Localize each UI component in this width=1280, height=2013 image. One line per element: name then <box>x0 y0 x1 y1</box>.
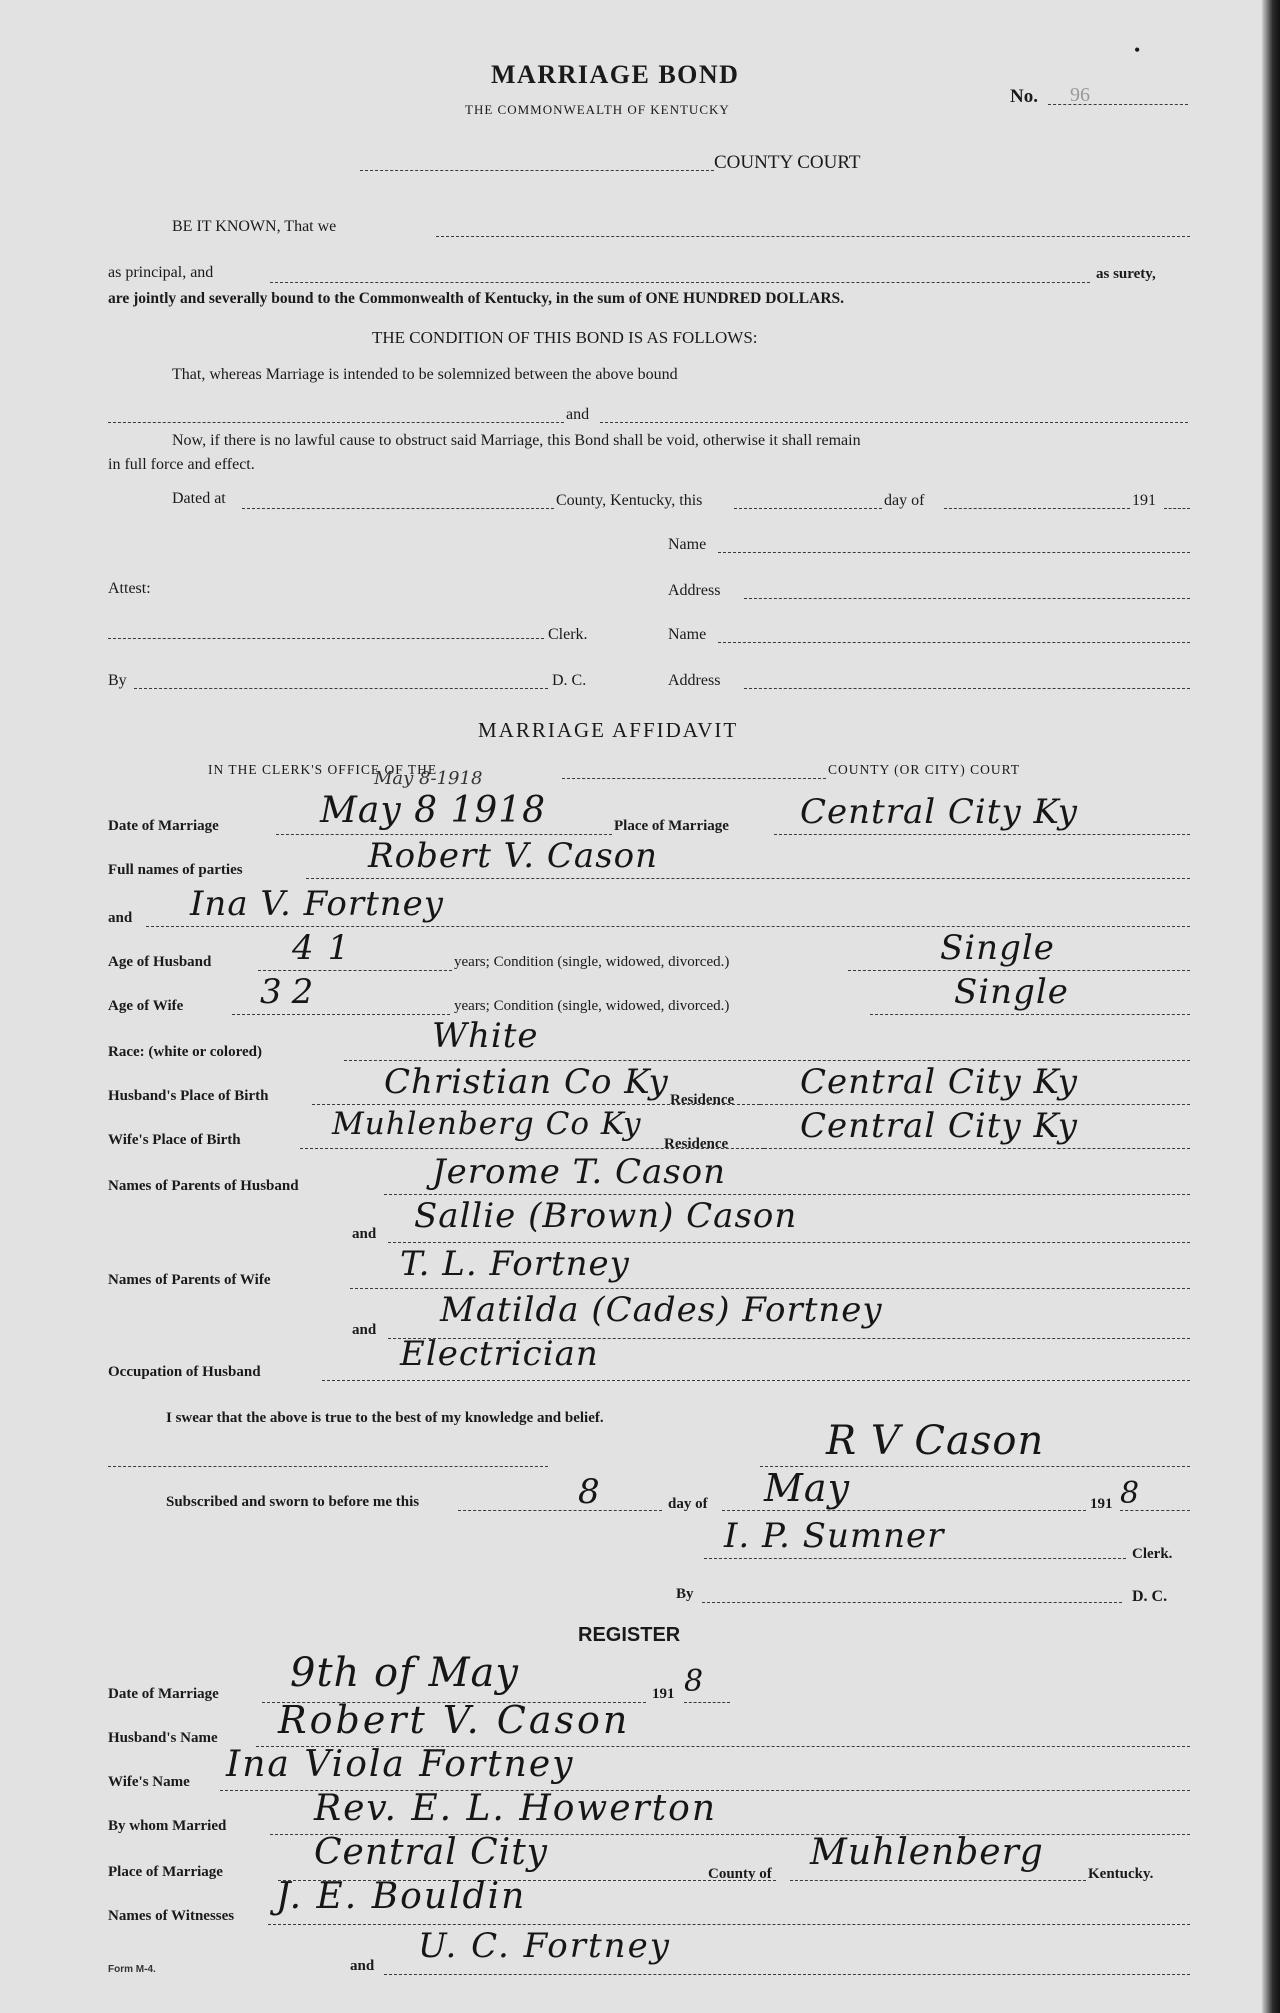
race-line <box>344 1060 1190 1061</box>
attest-label: Attest: <box>108 580 151 597</box>
bond-number-value: 96 <box>1070 84 1090 106</box>
corner-mark: • <box>1134 40 1141 60</box>
register-and-label: and <box>350 1958 375 1974</box>
bond-subtitle: THE COMMONWEALTH OF KENTUCKY <box>465 102 730 117</box>
years-condition-1: years; Condition (single, widowed, divorced.) <box>454 954 730 970</box>
year-191: 191 <box>1132 492 1156 509</box>
register-year-digit: 8 <box>684 1664 705 1699</box>
swear-text: I swear that the above is true to the best of my knowledge and belief. <box>166 1410 604 1426</box>
by-label: By <box>108 672 127 689</box>
years-condition-2: years; Condition (single, widowed, divorced.) <box>454 998 730 1014</box>
bound-text: are jointly and severally bound to the Commonwealth of Kentucky, in the sum of ONE HUNDRED DOLLARS. <box>108 290 845 307</box>
affiant-signature: R V Cason <box>826 1418 1045 1464</box>
age-husband-line <box>258 970 452 971</box>
husband-name-value: Robert V. Cason <box>368 836 659 876</box>
father-wife-value: T. L. Fortney <box>400 1244 630 1284</box>
sworn-day-value: 8 <box>578 1472 601 1512</box>
residence-label-1: Residence <box>670 1092 735 1108</box>
register-place-value: Central City <box>314 1832 548 1873</box>
clerk-signature: I. P. Sumner <box>724 1516 945 1556</box>
bond-title: MARRIAGE BOND <box>491 60 740 89</box>
husband-residence-value: Central City Ky <box>800 1062 1078 1102</box>
sworn-month-value: May <box>764 1466 851 1510</box>
party2-line <box>600 422 1188 423</box>
register-title: REGISTER <box>578 1624 681 1646</box>
wife-residence-line <box>764 1148 1190 1149</box>
condition-husband-value: Single <box>940 928 1055 968</box>
register-witness2-line <box>384 1974 1190 1975</box>
name-line-1 <box>718 552 1190 553</box>
clerk-sign-line <box>108 638 544 639</box>
age-wife-line <box>232 1014 450 1015</box>
office-suffix: COUNTY (OR CITY) COURT <box>828 762 1021 777</box>
wife-birth-label: Wife's Place of Birth <box>108 1132 241 1148</box>
father-husband-line <box>384 1194 1190 1195</box>
register-witness2-value: U. C. Fortney <box>418 1926 671 1966</box>
address-label-2: Address <box>668 672 721 689</box>
as-principal: as principal, and <box>108 264 214 281</box>
wife-name-value: Ina V. Fortney <box>190 884 444 924</box>
register-witness1-line <box>268 1924 1190 1925</box>
condition-husband-line <box>848 970 1190 971</box>
affidavit-by-line <box>702 1602 1122 1603</box>
register-county-line <box>790 1880 1086 1881</box>
sworn-year-label: 191 <box>1090 1496 1113 1512</box>
name-line-2 <box>718 642 1190 643</box>
office-prefix: IN THE CLERK'S OFFICE OF THE <box>208 762 438 777</box>
age-husband-label: Age of Husband <box>108 954 212 970</box>
address-line-1 <box>744 598 1190 599</box>
name-label-1: Name <box>668 536 707 553</box>
occupation-label: Occupation of Husband <box>108 1364 261 1380</box>
subscribed-label: Subscribed and sworn to before me this <box>166 1494 420 1510</box>
age-wife-label: Age of Wife <box>108 998 184 1014</box>
register-year-label: 191 <box>652 1686 675 1702</box>
name-label-2: Name <box>668 626 707 643</box>
full-names-line <box>306 878 1190 879</box>
mother-husband-line <box>388 1242 1190 1243</box>
date-of-marriage-line <box>276 834 612 835</box>
address-label-1: Address <box>668 582 721 599</box>
now-if-line1: Now, if there is no lawful cause to obstruct said Marriage, this Bond shall be void, otherwise it shall remain <box>172 432 861 449</box>
register-place-label: Place of Marriage <box>108 1864 223 1880</box>
register-husband-label: Husband's Name <box>108 1730 218 1746</box>
sworn-month-line <box>722 1510 1086 1511</box>
register-wife-value: Ina Viola Fortney <box>226 1744 575 1785</box>
month-line <box>944 508 1130 509</box>
date-of-marriage-value: May 8 1918 <box>320 790 547 831</box>
clerk-label: Clerk. <box>548 626 588 643</box>
condition-wife-value: Single <box>954 972 1069 1012</box>
as-surety: as surety, <box>1096 266 1156 282</box>
register-wife-label: Wife's Name <box>108 1774 190 1790</box>
register-husband-value: Robert V. Cason <box>278 1698 631 1742</box>
county-court-label: COUNTY COURT <box>714 152 861 173</box>
father-husband-value: Jerome T. Cason <box>432 1152 727 1192</box>
full-names-label: Full names of parties <box>108 862 243 878</box>
principal-line <box>436 236 1190 237</box>
clerk-signature-line <box>704 1558 1126 1559</box>
place-of-marriage-label: Place of Marriage <box>614 818 729 834</box>
sworn-day-line <box>458 1510 662 1511</box>
dc-label: D. C. <box>552 672 587 689</box>
residence-label-2: Residence <box>664 1136 729 1152</box>
whereas-text: That, whereas Marriage is intended to be solemnized between the above bound <box>172 366 678 383</box>
husband-birth-value: Christian Co Ky <box>384 1062 669 1102</box>
affidavit-by-label: By <box>676 1586 694 1602</box>
register-witness1-value: J. E. Bouldin <box>276 1876 527 1917</box>
occupation-value: Electrician <box>400 1334 599 1374</box>
register-by-whom-label: By whom Married <box>108 1818 227 1834</box>
page-edge-shadow <box>1262 0 1280 2013</box>
condition-wife-line <box>870 1014 1190 1015</box>
be-it-known: BE IT KNOWN, That we <box>172 218 337 235</box>
husband-birth-label: Husband's Place of Birth <box>108 1088 269 1104</box>
this-day-line <box>734 508 882 509</box>
form-number: Form M-4. <box>108 1964 156 1975</box>
register-date-value: 9th of May <box>290 1650 520 1696</box>
register-county-value: Muhlenberg <box>810 1832 1044 1873</box>
county-court-line <box>360 170 714 171</box>
office-line <box>562 778 826 779</box>
address-line-2 <box>744 688 1190 689</box>
age-wife-value: 32 <box>260 972 324 1012</box>
bond-number-label: No. <box>1010 86 1038 107</box>
affidavit-dc-label: D. C. <box>1132 1588 1168 1605</box>
wife-birth-value: Muhlenberg Co Ky <box>332 1106 642 1142</box>
place-of-marriage-line <box>774 834 1190 835</box>
race-value: White <box>432 1016 539 1056</box>
register-year-line <box>684 1702 730 1703</box>
father-wife-line <box>350 1288 1190 1289</box>
age-husband-value: 41 <box>292 928 364 968</box>
affidavit-title: MARRIAGE AFFIDAVIT <box>478 718 739 742</box>
and-label-2: and <box>352 1226 377 1242</box>
now-if-line2: in full force and effect. <box>108 456 255 473</box>
sworn-year-line <box>1120 1510 1190 1511</box>
register-kentucky-label: Kentucky. <box>1088 1866 1154 1882</box>
and-label-1: and <box>108 910 133 926</box>
dated-at-line <box>242 508 554 509</box>
parents-husband-label: Names of Parents of Husband <box>108 1178 299 1194</box>
husband-residence-line <box>760 1104 1190 1105</box>
race-label: Race: (white or colored) <box>108 1044 262 1060</box>
affidavit-clerk-label: Clerk. <box>1132 1546 1173 1562</box>
occupation-line <box>322 1380 1190 1381</box>
sworn-year-digit: 8 <box>1120 1476 1141 1511</box>
bond-and: and <box>566 406 590 423</box>
by-line <box>134 688 548 689</box>
year-line <box>1164 508 1190 509</box>
county-ky-this: County, Kentucky, this <box>556 492 703 509</box>
party1-line <box>108 422 564 423</box>
register-by-whom-value: Rev. E. L. Howerton <box>314 1788 718 1829</box>
date-note-above: May 8-1918 <box>374 768 483 789</box>
place-of-marriage-value: Central City Ky <box>800 792 1078 832</box>
bond-number-line <box>1048 104 1188 105</box>
wife-name-line <box>146 926 1190 927</box>
register-date-label: Date of Marriage <box>108 1686 219 1702</box>
register-county-of-label: County of <box>708 1866 772 1882</box>
dated-at: Dated at <box>172 490 226 507</box>
wife-residence-value: Central City Ky <box>800 1106 1078 1146</box>
and-label-3: and <box>352 1322 377 1338</box>
surety-line <box>270 282 1090 283</box>
sworn-day-of: day of <box>668 1496 708 1512</box>
register-witnesses-label: Names of Witnesses <box>108 1908 235 1924</box>
condition-heading: THE CONDITION OF THIS BOND IS AS FOLLOWS: <box>372 328 758 347</box>
parents-wife-label: Names of Parents of Wife <box>108 1272 271 1288</box>
left-sign-line <box>108 1466 548 1467</box>
day-of: day of <box>884 492 925 509</box>
mother-wife-value: Matilda (Cades) Fortney <box>440 1290 883 1330</box>
mother-husband-value: Sallie (Brown) Cason <box>414 1196 798 1236</box>
date-of-marriage-label: Date of Marriage <box>108 818 219 834</box>
